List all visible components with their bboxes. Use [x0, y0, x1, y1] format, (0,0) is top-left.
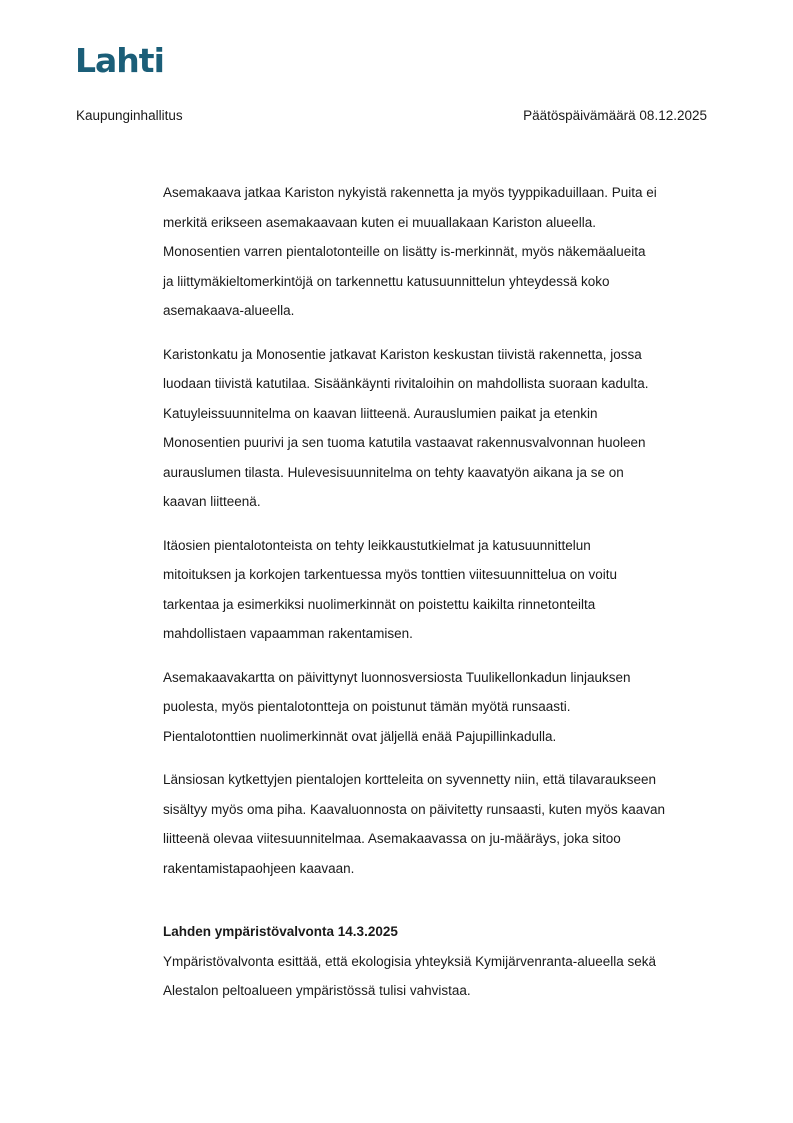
lahti-logo: Lahti — [75, 41, 164, 80]
organization-name: Kaupunginhallitus — [76, 108, 183, 123]
document-body — [163, 178, 723, 1020]
paragraph-5: Länsiosan kytkettyjen pientalojen kortteleita on syvennetty niin, että tilavaraukseen sisältyy myös oma piha. Kaavaluonnosta on päivitetty runsaasti, kuten myös kaavan liitteenä olevaa viitesuunnitelmaa. Asemakaavassa on ju-määräys, joka sitoo rakentamistapaohjeen kaavaan. — [163, 772, 666, 876]
section-heading: Lahden ympäristövalvonta 14.3.2025 — [163, 924, 398, 939]
paragraph-3: Itäosien pientalotonteista on tehty leikkaustutkielmat ja katusuunnittelun mitoituksen ja korkojen tarkentuessa myös tonttien viitesuunnittelua on voitu tarkentaa ja esimerkiksi nuolimerkinnät on poistettu kaikilta rinnetonteilta mahdollistaen vapaamman rakentamisen. — [163, 537, 617, 641]
decision-date: Päätöspäivämäärä 08.12.2025 — [523, 108, 707, 123]
paragraph-4: Asemakaavakartta on päivittynyt luonnosversiosta Tuulikellonkadun linjauksen puolesta, myös pientalotontteja on poistunut tämän myötä runsaasti. Pientalotonttien nuolimerkinnät ovat jäljellä enää Pajupillinkadulla. — [163, 669, 631, 744]
paragraph-2: Karistonkatu ja Monosentie jatkavat Kariston keskustan tiivistä rakennetta, jossa luodaan tiivistä katutilaa. Sisäänkäynti rivitaloihin on mahdollista suoraan kadulta. Katuyleissuunnitelma on kaavan liitteenä. Aurauslumien paikat ja etenkin Monosentien puurivi ja sen tuoma katutila vastaavat rakennusvalvonnan huoleen aurauslumen tilasta. Hulevesisuunnitelma on tehty kaavatyön aikana ja se on kaavan liitteenä. — [163, 346, 649, 509]
paragraph-1: Asemakaava jatkaa Kariston nykyistä rakennetta ja myös tyyppikaduillaan. Puita ei merkitä erikseen asemakaavaan kuten ei muuallakaan Kariston alueella. Monosentien varren pientalotonteille on lisätty is-merkinnät, myös näkemäalueita ja liittymäkieltomerkintöjä on tarkennettu katusuunnittelun yhteydessä koko asemakaava-alueella. — [163, 185, 657, 318]
section-paragraph: Ympäristövalvonta esittää, että ekologisia yhteyksiä Kymijärvenranta-alueella sekä Alestalon peltoalueen ympäristössä tulisi vahvistaa. — [163, 953, 657, 998]
